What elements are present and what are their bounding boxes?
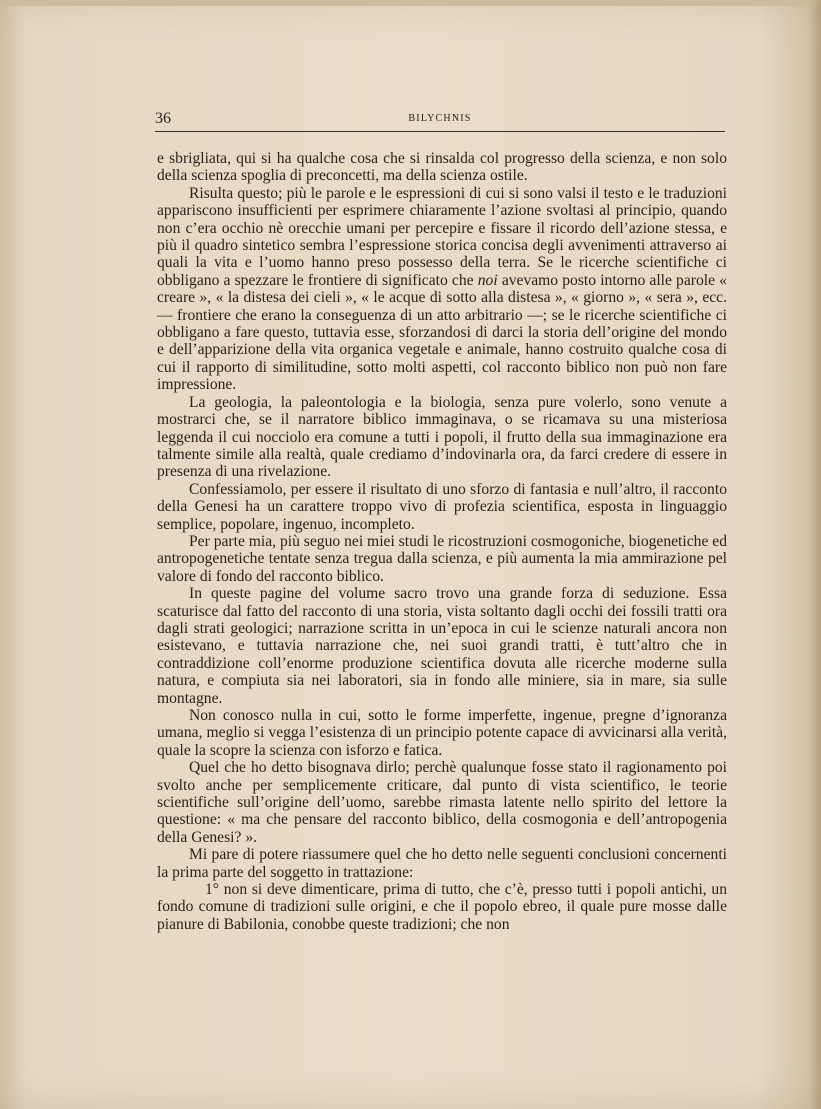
conclusion-item-1: 1° non si deve dimenticare, prima di tutto, che c’è, presso tutti i popoli antichi, un fondo comune di tradizioni sulle origini, e che il popolo ebreo, il quale pure mosse dalle pianure di Babilonia, conobbe queste tradizioni; che non (157, 881, 727, 933)
header-rule (155, 131, 725, 132)
paragraph-9: Mi pare di potere riassumere quel che ho detto nelle seguenti conclusioni concernenti la prima parte del soggetto in trattazione: (157, 846, 727, 881)
body-text (157, 150, 727, 933)
page-number: 36 (155, 110, 171, 127)
paragraph-2-part-2: avevamo posto intorno alle parole « creare », « la distesa dei cieli », « le acque di sotto alla distesa », « giorno », « sera », ecc. — frontiere che erano la conseguenza di un atto arbitrario —; se le ricerche scientifiche ci obbligano a fare questo, tuttavia esse, sforzandosi di darci la storia dell’origine del mondo e dell’apparizione della vita organica vegetale e animale, hanno costruito qualche cosa di cui il rapporto di similitudine, sotto molti aspetti, col racconto biblico non può non fare impressione. (157, 271, 727, 394)
page-top-edge (0, 0, 821, 6)
paragraph-2-part-1: Risulta questo; più le parole e le espressioni di cui si sono valsi il testo e le traduzioni appariscono insufficienti per esprimere chiaramente l’azione svoltasi al principio, quando non c’era occhio nè orecchie umani per percepire e fissare il ricordo dell’azione stessa, e più il quadro sintetico sembra l’espressione storica concisa degli avvenimenti attraverso ai quali la vita e l’uomo hanno preso possesso della terra. Se le ricerche scientifiche ci obbligano a spezzare le frontiere di significato che (157, 184, 727, 289)
paragraph-5: Per parte mia, più seguo nei miei studi le ricostruzioni cosmogoniche, biogenetiche ed antropogenetiche tentate senza tregua dalla scienza, e più aumenta la mia ammirazione pel valore di fondo del racconto biblico. (157, 532, 727, 585)
paragraph-8: Quel che ho detto bisognava dirlo; perchè qualunque fosse stato il ragionamento poi svolto anche per semplicemente criticare, dal punto di vista scientifico, le teorie scientifiche sull’origine dell’uomo, sarebbe rimasta latente nello spirito del lettore la questione: « ma che pensare del racconto biblico, della cosmogonia e dell’antropogenia della Genesi? ». (157, 759, 727, 846)
paragraph-2 (157, 185, 727, 394)
italic-word-noi: noi (477, 271, 498, 289)
paragraph-1: e sbrigliata, qui si ha qualche cosa che si rinsalda col progresso della scienza, e non solo della scienza spoglia di preconcetti, ma della scienza ostile. (157, 150, 727, 185)
paragraph-6: In queste pagine del volume sacro trovo una grande forza di seduzione. Essa scaturisce dal fatto del racconto di una storia, vista soltanto dagli occhi dei fossili tratti ora dagli strati geologici; narrazione scritta in un’epoca in cui le scienze naturali ancora non esistevano, e tuttavia narrazione che, nei suoi grandi tratti, è tutt’altro che in contraddizione coll’enorme produzione scientifica dovuta alle ricerche moderne sulla natura, e compiuta sia nei laboratori, sia in fondo alle miniere, sia in mare, sia sulle montagne. (157, 585, 727, 707)
paragraph-3: La geologia, la paleontologia e la biologia, senza pure volerlo, sono venute a mostrarci che, se il narratore biblico immaginava, o se ricamava su una misteriosa leggenda il cui nocciolo era comune a tutti i popoli, il frutto della sua immaginazione era talmente simile alla realtà, quale crediamo d’indovinarla ora, da farci credere di essere in presenza di una rivelazione. (157, 393, 727, 481)
page-header (155, 108, 725, 132)
page-right-edge (809, 0, 821, 1109)
paragraph-4: Confessiamolo, per essere il risultato di uno sforzo di fantasia e null’altro, il racconto della Genesi ha un carattere troppo vivo di profezia scientifica, esposta in linguaggio semplice, popolare, ingenuo, incompleto. (157, 480, 727, 533)
paragraph-7: Non conosco nulla in cui, sotto le forme imperfette, ingenue, pregne d’ignoranza umana, meglio si vegga l’esistenza di un principio potente capace di avvicinarsi alla verità, quale la scopre la scienza con isforzo e fatica. (157, 707, 727, 759)
running-head: BILYCHNIS (408, 113, 472, 124)
